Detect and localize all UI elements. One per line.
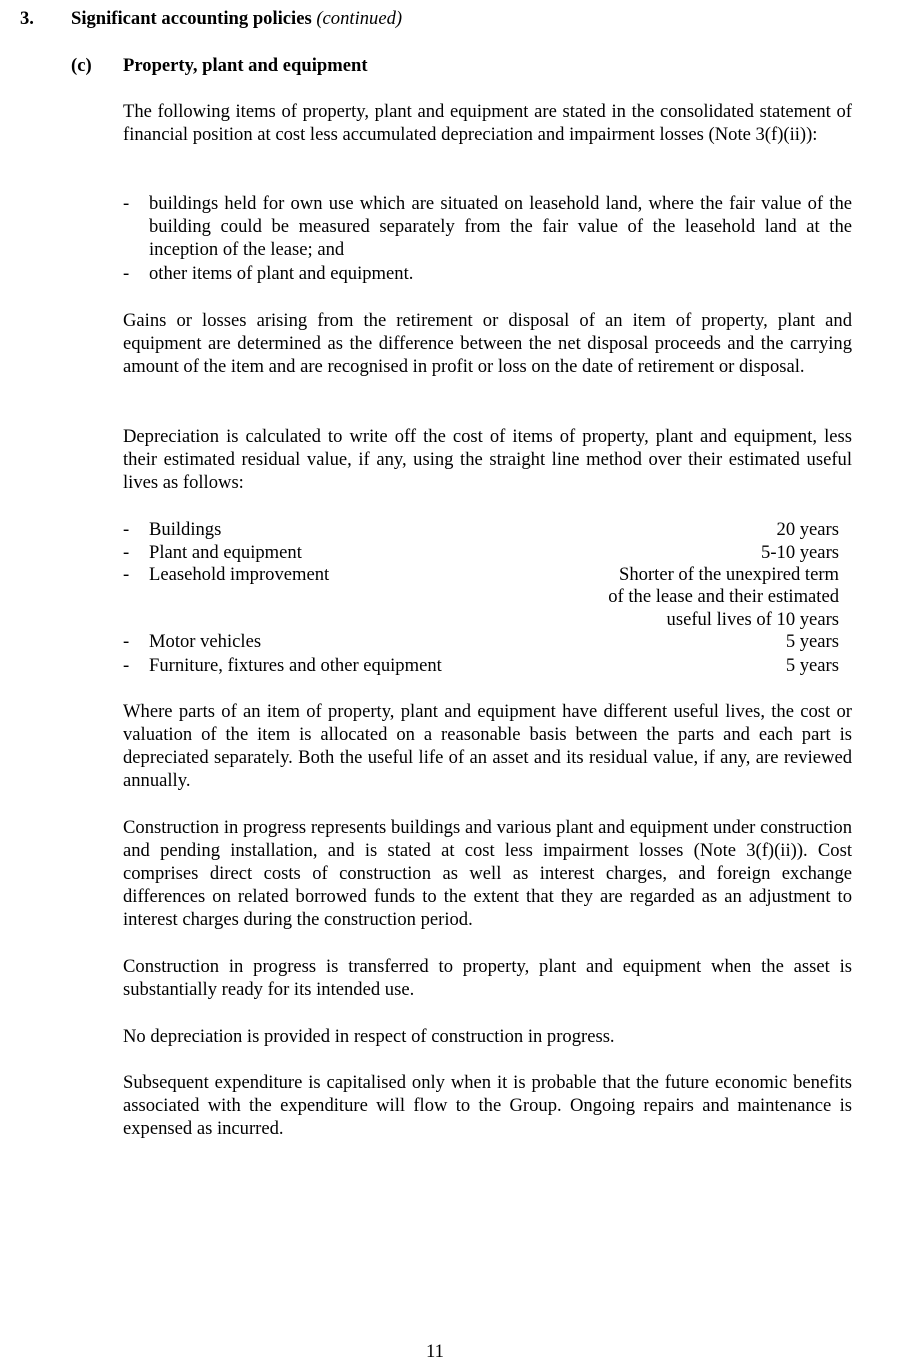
useful-life-value: 5 years [785,655,839,676]
list-item-text: buildings held for own use which are situated on leasehold land, where the fair value of the building could be measured separately from the fair value of the leasehold land at the inception of the lease; and [149,193,852,260]
useful-life-row-motor [123,630,839,653]
section-title-text: Significant accounting policies [71,8,312,29]
useful-life-value: 5 years [785,631,839,652]
useful-life-value-line: of the lease and their estimated [608,586,839,607]
list-dash: - [123,193,130,214]
construction-paragraph: Construction in progress represents buildings and various plant and equipment under construction and pending installation, and is stated at cost less impairment losses (Note 3(f)(ii)). Cost comprises direct costs of construction as well as interest charges, and foreign exchange differences on related borrowed funds to the extent that they are regarded as an adjustment to interest charges during the construction period. [123,817,852,930]
intro-paragraph: The following items of property, plant and equipment are stated in the consolidated statement of financial position at cost less accumulated depreciation and impairment losses (Note 3(f)(ii)): [123,101,852,145]
section-number: 3. [20,8,34,29]
useful-life-value-line: Shorter of the unexpired term [619,564,839,585]
gains-paragraph: Gains or losses arising from the retirement or disposal of an item of property, plant and equipment are determined as the difference between the net disposal proceeds and the carrying amount of the item and are recognised in profit or loss on the date of retirement or disposal. [123,310,852,377]
list-dash: - [123,542,130,563]
useful-life-row-leasehold [123,563,839,632]
parts-paragraph: Where parts of an item of property, plant and equipment have different useful lives, the cost or valuation of the item is allocated on a reasonable basis between the parts and each part is depreciated separately. Both the useful life of an asset and its residual value, if any, are reviewed annually. [123,701,852,791]
asset-class-label: Buildings [149,519,222,540]
list-item [123,192,852,261]
transfer-paragraph: Construction in progress is transferred to property, plant and equipment when the asset is substantially ready for its intended use. [123,956,852,1000]
subsequent-paragraph: Subsequent expenditure is capitalised only when it is probable that the future economic benefits associated with the expenditure will flow to the Group. Ongoing repairs and maintenance is expensed as incurred. [123,1072,852,1139]
section-title-suffix: (continued) [316,8,403,29]
page-number: 11 [426,1341,444,1362]
asset-class-label: Motor vehicles [149,631,262,652]
no-depreciation-paragraph: No depreciation is provided in respect of construction in progress. [123,1026,615,1047]
asset-class-label: Furniture, fixtures and other equipment [149,655,442,676]
subsection-title: Property, plant and equipment [123,55,368,76]
list-item [123,262,852,285]
list-dash: - [123,564,130,585]
useful-life-row-plant [123,541,839,564]
useful-life-value-line: useful lives of 10 years [666,609,839,630]
section-heading [20,7,34,30]
useful-life-value: 20 years [776,519,839,540]
asset-class-label: Leasehold improvement [149,564,330,585]
depreciation-paragraph: Depreciation is calculated to write off the cost of items of property, plant and equipment, less their estimated residual value, if any, using the straight line method over their estimated useful lives as follows: [123,426,852,493]
list-dash: - [123,631,130,652]
list-dash: - [123,655,130,676]
list-item-text: other items of plant and equipment. [149,263,414,284]
useful-life-row-buildings [123,518,839,541]
list-dash: - [123,263,130,284]
subsection-label: (c) [71,55,92,76]
section-title [71,7,402,30]
asset-class-label: Plant and equipment [149,542,302,563]
useful-life-row-furniture [123,654,839,677]
useful-life-value: 5-10 years [761,542,839,563]
list-dash: - [123,519,130,540]
